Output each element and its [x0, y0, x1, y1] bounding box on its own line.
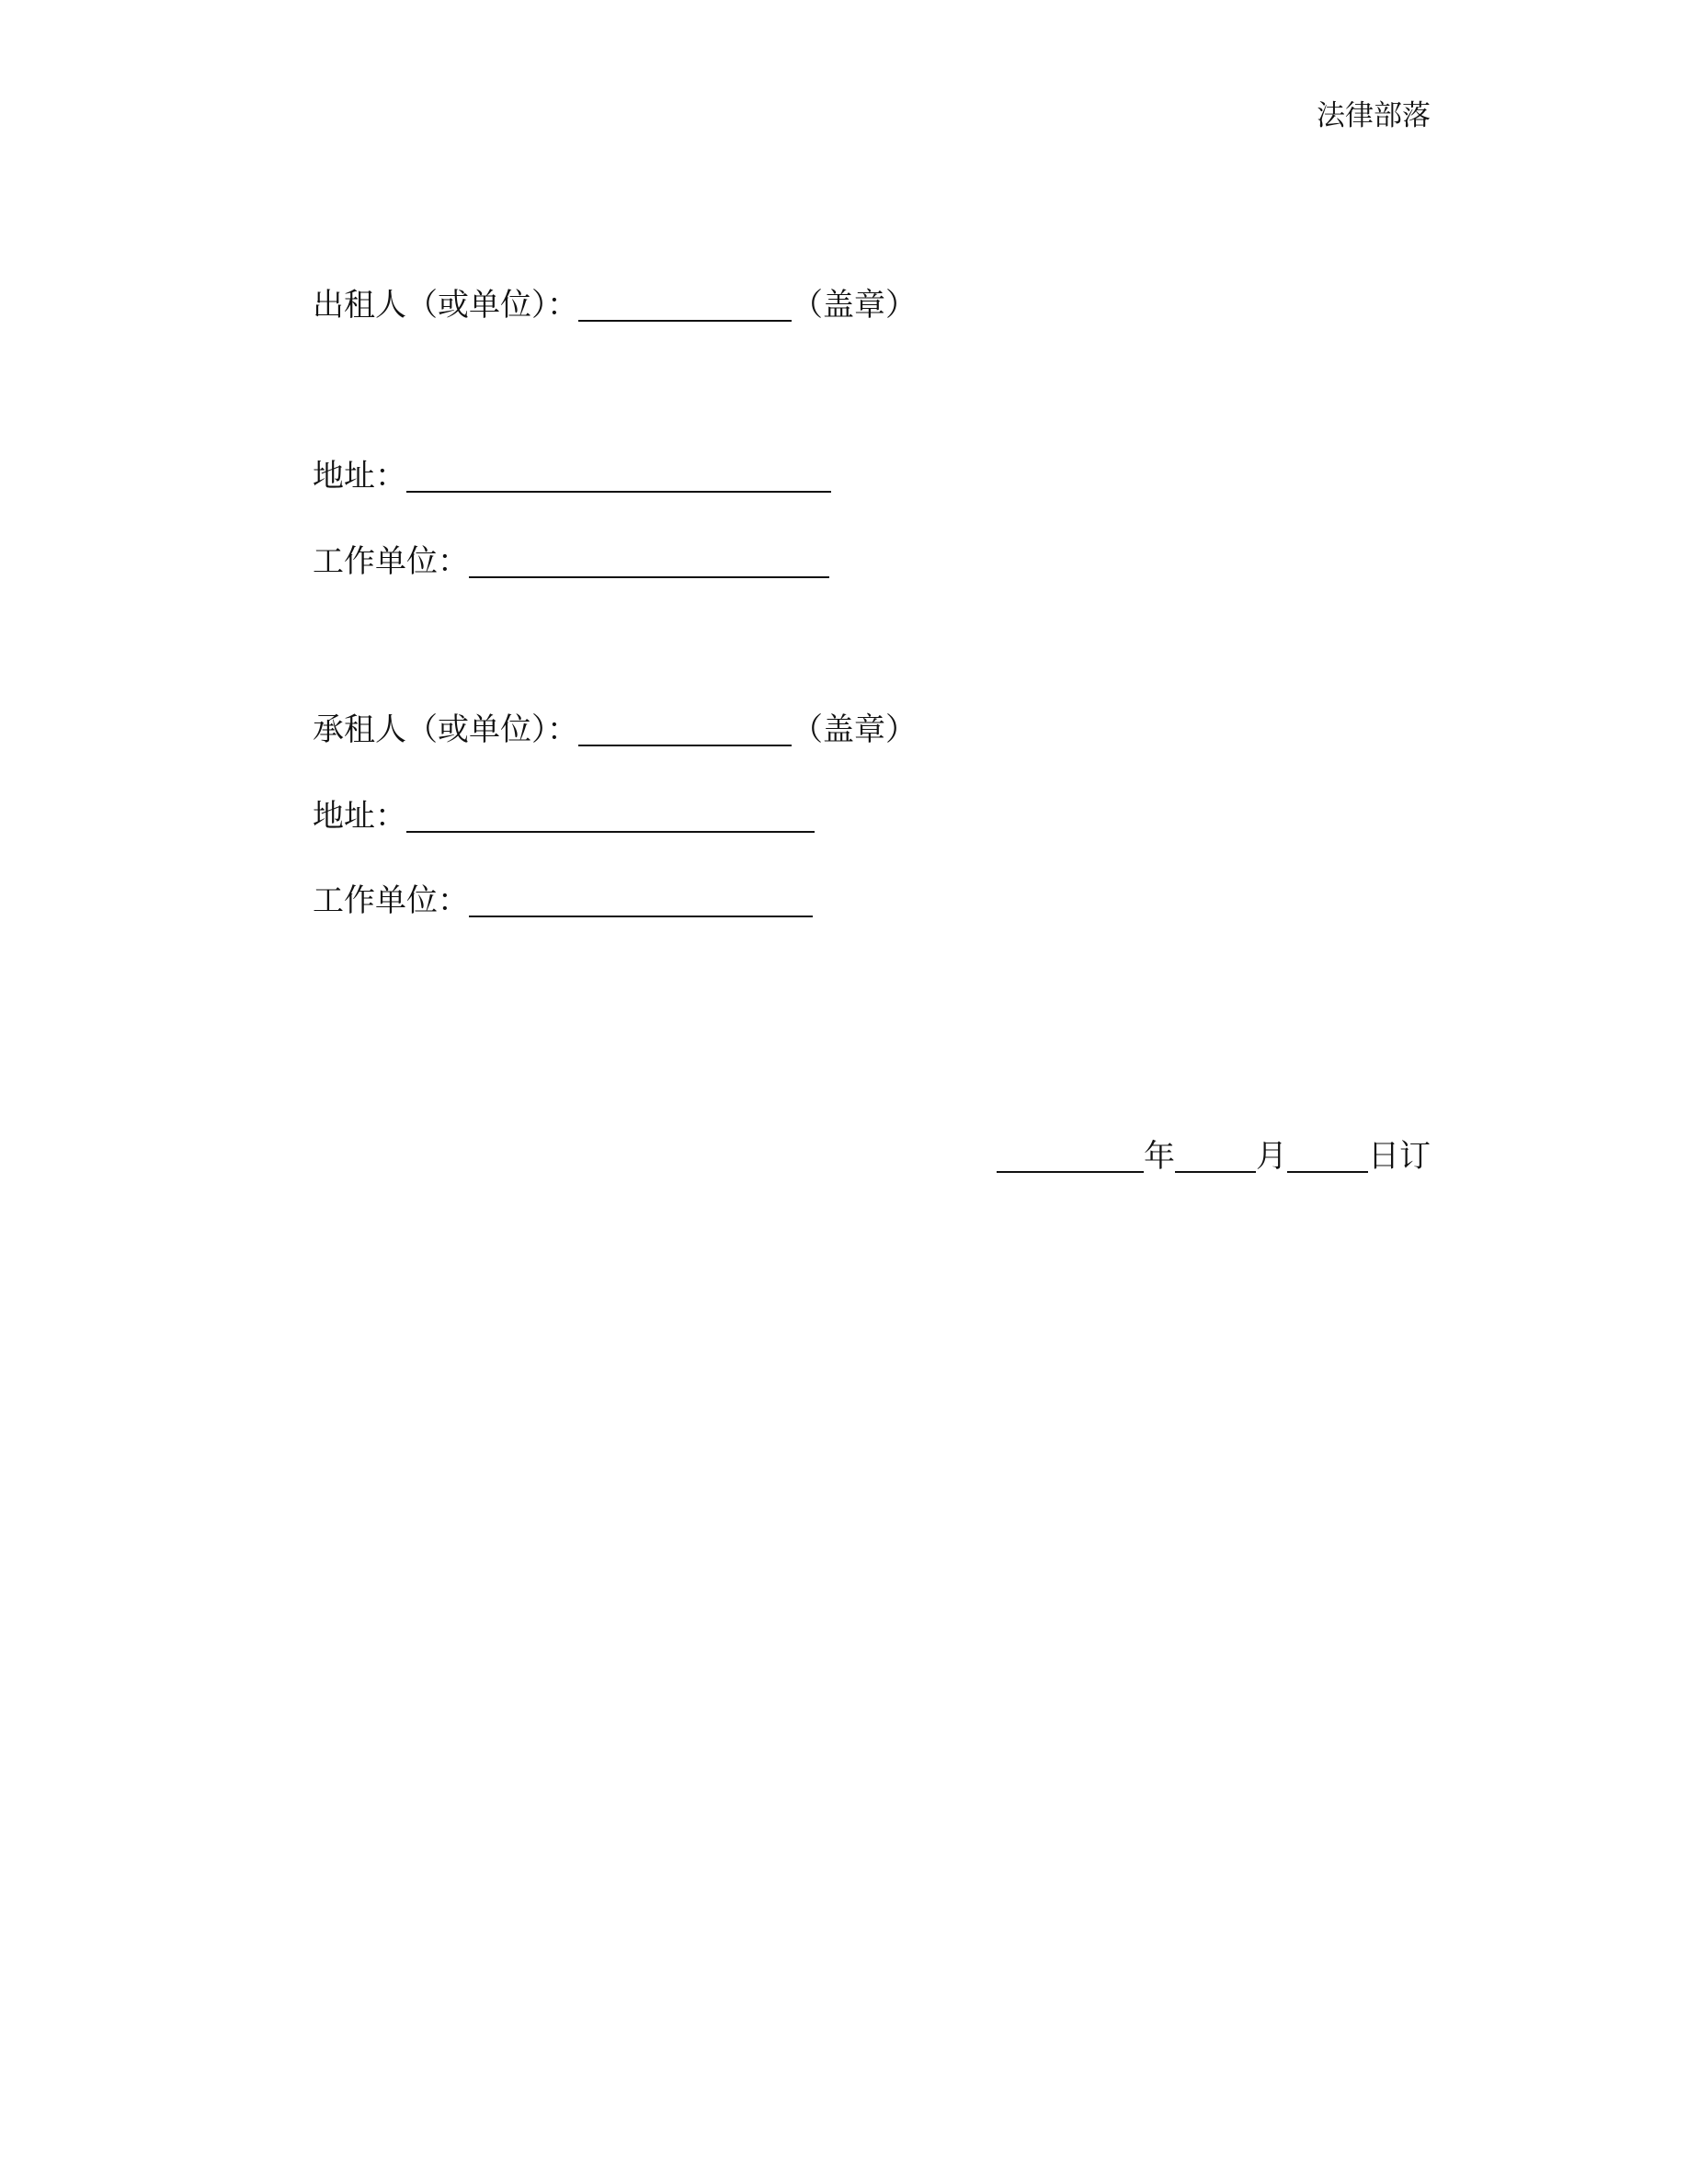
signing-date — [997, 1132, 1431, 1177]
lessor-address-row — [313, 452, 831, 496]
lessor-address-field[interactable] — [406, 454, 831, 493]
lessee-workplace-row — [313, 877, 813, 921]
lessee-seal-label: （盖章） — [792, 711, 917, 748]
lessee-address-row — [313, 792, 815, 836]
lessor-workplace-field[interactable] — [469, 540, 829, 578]
month-label: 月 — [1256, 1138, 1287, 1175]
year-label: 年 — [1144, 1138, 1175, 1175]
lessor-address-label: 地址： — [313, 458, 406, 495]
page-header: 法律部落 — [1317, 99, 1431, 132]
lessor-name-field[interactable] — [578, 283, 792, 322]
lessor-row — [313, 281, 917, 325]
lessee-label: 承租人（或单位）： — [313, 711, 578, 748]
lessor-workplace-label: 工作单位： — [313, 543, 469, 580]
lessor-seal-label: （盖章） — [792, 287, 917, 324]
lessor-label: 出租人（或单位）： — [313, 287, 578, 324]
lessee-address-label: 地址： — [313, 798, 406, 835]
lessee-name-field[interactable] — [578, 708, 792, 746]
lessor-workplace-row — [313, 538, 829, 582]
year-field[interactable] — [997, 1134, 1144, 1173]
lessee-address-field[interactable] — [406, 794, 815, 833]
month-field[interactable] — [1175, 1134, 1256, 1173]
lessee-workplace-label: 工作单位： — [313, 882, 469, 919]
lessee-row — [313, 706, 917, 750]
day-field[interactable] — [1287, 1134, 1368, 1173]
lessee-workplace-field[interactable] — [469, 879, 813, 917]
day-label: 日订 — [1368, 1138, 1431, 1175]
